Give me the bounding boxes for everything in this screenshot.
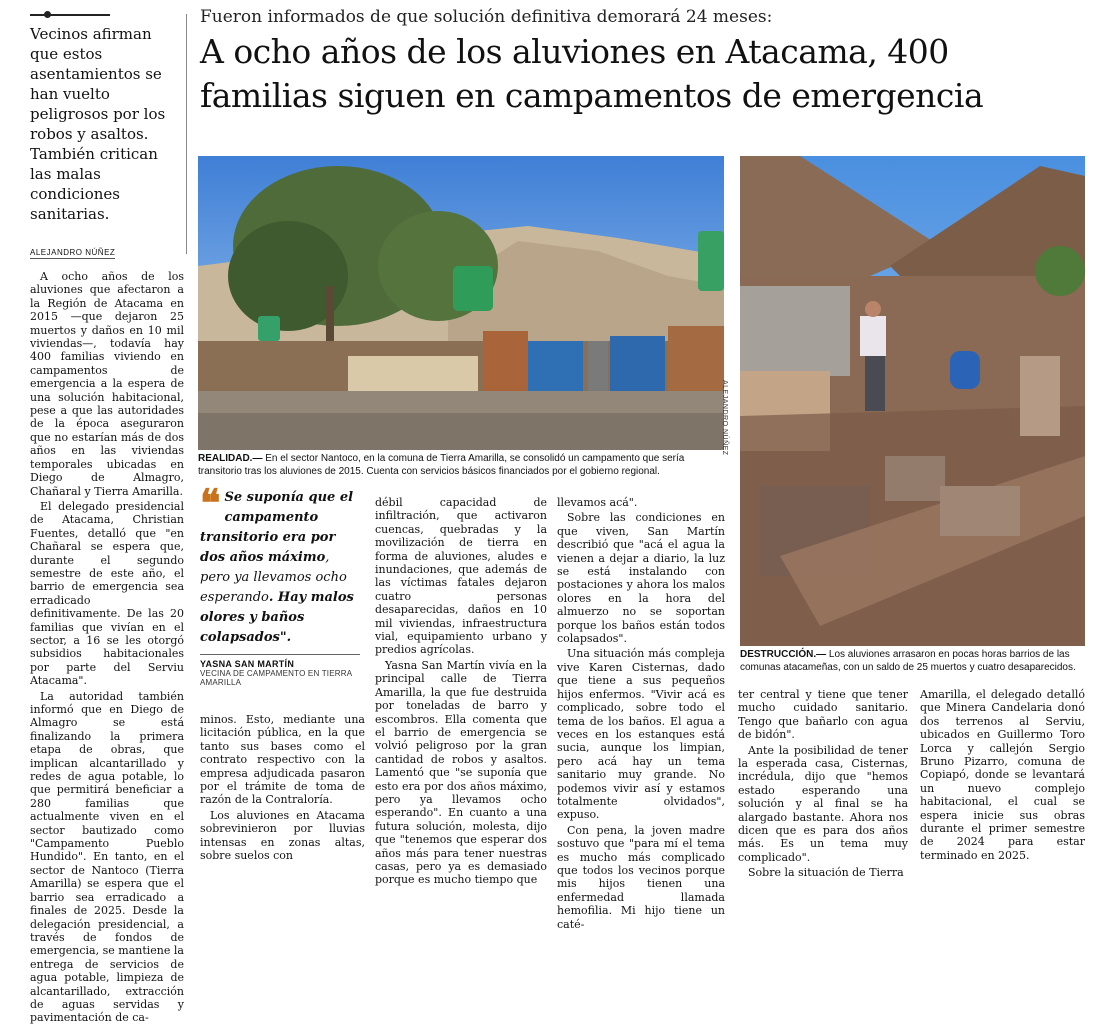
quote-source-role: VECINA DE CAMPAMENTO EN TIERRA AMARILLA bbox=[200, 669, 352, 687]
quote-mark-icon: ❝ bbox=[200, 480, 221, 525]
lead-summary: Vecinos afirman que estos asentamientos se han vuelto peligrosos por los robos y asaltos. También critican las malas condiciones sanitarias. bbox=[30, 25, 166, 223]
paragraph: Los aluviones en Atacama sobrevinieron por lluvias intensas en zonas altas, sobre suelos con bbox=[200, 808, 365, 863]
caption-label: REALIDAD.— bbox=[198, 453, 263, 464]
caption-realidad bbox=[198, 453, 724, 478]
quote-normal-1: , pero ya llevamos ocho esperando bbox=[200, 550, 347, 605]
paragraph: Sobre la situación de Tierra bbox=[748, 866, 904, 880]
quote-bold-2: . Hay malos olores y baños colapsados". bbox=[200, 590, 354, 645]
column-5 bbox=[738, 688, 908, 880]
column-1 bbox=[30, 270, 184, 1025]
paragraph: ter central y tiene que tener mucho cuidado sanitario. Tengo que bañarlo con agua de bidón". bbox=[738, 688, 908, 742]
top-rule bbox=[30, 14, 110, 16]
headline-line-1: A ocho años de los aluviones en Atacama, 400 bbox=[200, 32, 949, 71]
paragraph: A ocho años de los aluviones que afectaron a la Región de Atacama en 2015 —que dejaron 25 muertos y daños en 10 mil viviendas—, todavía hay 400 familias viviendo en campamentos de emergencia a la espera de una solución habitacional, pese a que las autoridades de la época aseguraron que no estarían más de dos años en las viviendas temporales ubicadas en Diego de Almagro, Chañaral y Tierra Amarilla. bbox=[30, 270, 184, 498]
paragraph: Ante la posibilidad de tener la esperada casa, Cisternas, incrédula, dijo que "hemos estado esperando una solución y al final se ha alargado bastante. Ahora nos dicen que es para dos años más. Es un tema muy complicado". bbox=[738, 743, 908, 864]
paragraph: Una situación más compleja vive Karen Cisternas, dado que tiene a sus pequeños hijos enfermos. "Vivir acá es complicado, sobre todo el tema de los baños. El agua a veces en los estanques está sucia, aunque los limpian, pero acá hay un tema sanitario muy grande. No podemos vivir así y estamos totalmente olvidados", expuso. bbox=[557, 647, 725, 822]
paragraph: Sobre las condiciones en que viven, San Martín describió que "acá el agua la vienen a dejar a diario, la luz se está instalando con postaciones y ahora los malos olores en la hora del almuerzo no se soportan porque los baños están todos colapsados". bbox=[557, 511, 725, 646]
caption-text: Los aluviones arrasaron en pocas horas barrios de las comunas atacameñas, con un saldo de 25 muertos y cuatro desaparecidos. bbox=[740, 649, 1076, 673]
author-byline: ALEJANDRO NÚÑEZ bbox=[30, 248, 116, 257]
quote-bold-1: Se suponía que el campamento transitorio era por dos años máximo bbox=[200, 490, 354, 565]
paragraph: minos. Esto, mediante una licitación pública, en la que tanto sus bases como el contrato respectivo con la empresa adjudicada pasaron por el trámite de toma de razón de la Contraloría. bbox=[200, 713, 365, 807]
column-6 bbox=[920, 688, 1085, 862]
column-4 bbox=[557, 496, 725, 931]
headline-line-2: familias siguen en campamentos de emergencia bbox=[200, 76, 984, 115]
photo-destruccion bbox=[740, 156, 1085, 646]
paragraph: Con pena, la joven madre sostuvo que "para mí el tema es mucho más complicado que todos los vecinos porque mis hijos tienen una enfermedad llamada hemofilia. Mi hijo tiene un caté- bbox=[557, 823, 725, 931]
paragraph: Amarilla, el delegado detalló que Minera Candelaria donó dos terrenos al Serviu, ubicados en Guillermo Toro Lorca y callejón Sergio Bruno Pizarro, comuna de Copiapó, donde se levantará un nuevo complejo habitacional, el cual se espera inicie sus obras durante el primer semestre de 2024 para estar terminado en 2025. bbox=[920, 688, 1085, 862]
caption-label: DESTRUCCIÓN.— bbox=[740, 649, 827, 660]
quote-text bbox=[200, 480, 360, 648]
caption-destruccion bbox=[740, 649, 1085, 674]
column-3 bbox=[375, 496, 547, 887]
paragraph: débil capacidad de infiltración, que activaron cuencas, quebradas y la movilización de tierra en forma de aluviones, aludes e inundaciones, que además de las víctimas fatales dejaron cuatro personas desaparecidas, daños en 10 mil viviendas, infraestructura vial, equipamiento urbano y predios agrícolas. bbox=[375, 496, 547, 657]
quote-divider bbox=[200, 654, 360, 655]
photo-realidad bbox=[198, 156, 724, 450]
pull-quote bbox=[200, 480, 360, 687]
paragraph: El delegado presidencial de Atacama, Christian Fuentes, detalló que "en Chañaral se espera que, durante el segundo semestre de este año, el barrio de emergencia sea erradicado definitivamente. De las 20 familias que vivían en el sector, a 16 se les otorgó subsidios habitacionales por parte del Serviu Atacama". bbox=[30, 499, 184, 688]
paragraph: Yasna San Martín vivía en la principal calle de Tierra Amarilla, la que fue destruida por toneladas de barro y escombros. Ella comenta que el barrio de emergencia se volvió peligroso por la gran cantidad de robos y asaltos. Lamentó que "se suponía que esto era por dos años máximo, pero ya llevamos ocho esperando". En cuanto a una futura solución, molesta, dijo que "tenemos que esperar dos años más para tener nuestras casas, pero ya es demasiado porque es mucho tiempo que bbox=[375, 658, 547, 887]
caption-text: En el sector Nantoco, en la comuna de Tierra Amarilla, se consolidó un campamento que sería transitorio tras los aluviones de 2015. Cuenta con servicios básicos financiados por el gobierno regional. bbox=[198, 453, 685, 477]
column-2 bbox=[200, 713, 365, 862]
column-divider bbox=[186, 14, 187, 254]
campamento-photo bbox=[198, 156, 724, 450]
kicker: Fueron informados de que solución definitiva demorará 24 meses: bbox=[200, 7, 773, 27]
paragraph: llevamos acá". bbox=[557, 496, 638, 509]
quote-source-name: YASNA SAN MARTÍN bbox=[200, 659, 295, 669]
photo-credit: ALEJANDRO NÚÑEZ bbox=[721, 380, 728, 456]
paragraph: La autoridad también informó que en Diego de Almagro se está finalizando la primera etapa de obras, que implican alcantarillado y redes de agua potable, lo que permitirá beneficiar a 280 familias que actualmente viven en el sector bautizado como "Campamento Pueblo Hundido". En tanto, en el sector de Nantoco (Tierra Amarilla) se espera que el barrio sea erradicado a finales de 2025. Desde la delegación presidencial, a través de fondos de emergencia, se mantiene la entrega de servicios de agua potable, limpieza de alcantarillado, extracción de aguas servidas y pavimentación de ca- bbox=[30, 689, 184, 1025]
headline bbox=[200, 30, 1090, 118]
top-dot bbox=[44, 11, 51, 18]
destruction-photo bbox=[740, 156, 1085, 646]
